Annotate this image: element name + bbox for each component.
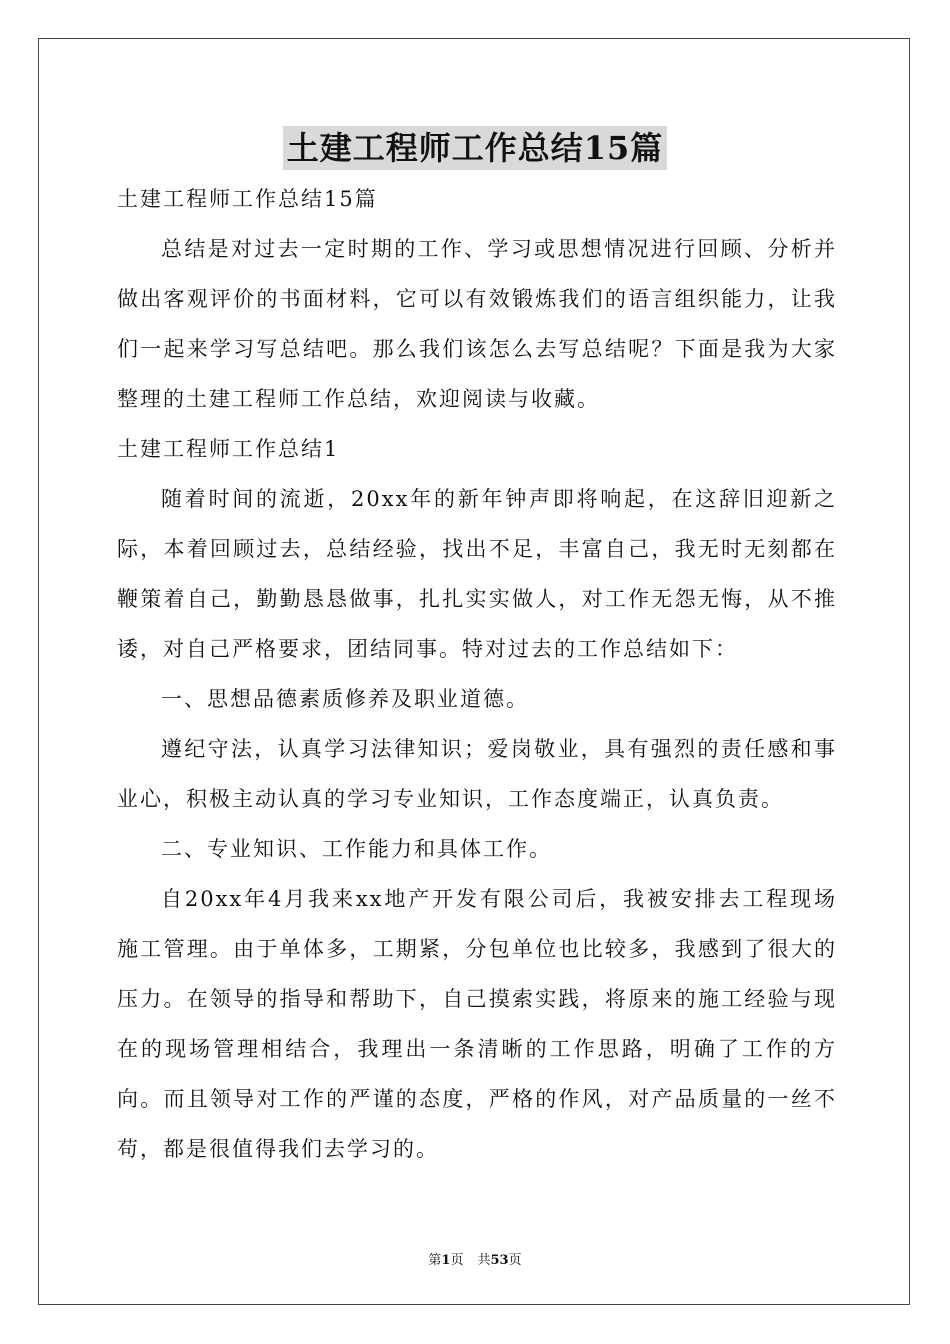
footer-total-suffix: 页 (508, 1253, 522, 1268)
document-title-wrap (0, 126, 950, 170)
document-title: 土建工程师工作总结15篇 (283, 126, 668, 170)
body-paragraph-2: 遵纪守法，认真学习法律知识；爱岗敬业，具有强烈的责任感和事业心，积极主动认真的学习专业知识，工作态度端正，认真负责。 (117, 737, 837, 811)
footer-total-pages: 53 (490, 1253, 509, 1268)
intro-paragraph: 总结是对过去一定时期的工作、学习或思想情况进行回顾、分析并做出客观评价的书面材料，它可以有效锻炼我们的语言组织能力，让我们一起来学习写总结吧。那么我们该怎么去写总结呢？下面是我为大家整理的土建工程师工作总结，欢迎阅读与收藏。 (117, 237, 837, 411)
footer-page-number: 1 (441, 1253, 451, 1268)
subheading-2: 二、专业知识、工作能力和具体工作。 (161, 837, 552, 861)
body-paragraph-1: 随着时间的流逝，20xx年的新年钟声即将响起，在这辞旧迎新之际，本着回顾过去，总结经验，找出不足，丰富自己，我无时无刻都在鞭策着自己，勤勤恳恳做事，扎扎实实做人，对工作无怨无悔，从不推诿，对自己严格要求，团结同事。特对过去的工作总结如下： (117, 487, 837, 661)
subheading-1: 一、思想品德素质修养及职业道德。 (161, 687, 529, 711)
footer-page-prefix: 第 (428, 1253, 442, 1268)
section-heading: 土建工程师工作总结1 (117, 437, 340, 461)
page-footer (0, 1249, 950, 1268)
footer-total-prefix: 共 (477, 1253, 491, 1268)
footer-page-suffix: 页 (450, 1253, 464, 1268)
document-subtitle: 土建工程师工作总结15篇 (117, 187, 378, 211)
body-paragraph-3: 自20xx年4月我来xx地产开发有限公司后，我被安排去工程现场施工管理。由于单体多，工期紧，分包单位也比较多，我感到了很大的压力。在领导的指导和帮助下，自己摸索实践，将原来的施工经验与现在的现场管理相结合，我理出一条清晰的工作思路，明确了工作的方向。而且领导对工作的严谨的态度，严格的作风，对产品质量的一丝不苟，都是很值得我们去学习的。 (117, 887, 837, 1161)
